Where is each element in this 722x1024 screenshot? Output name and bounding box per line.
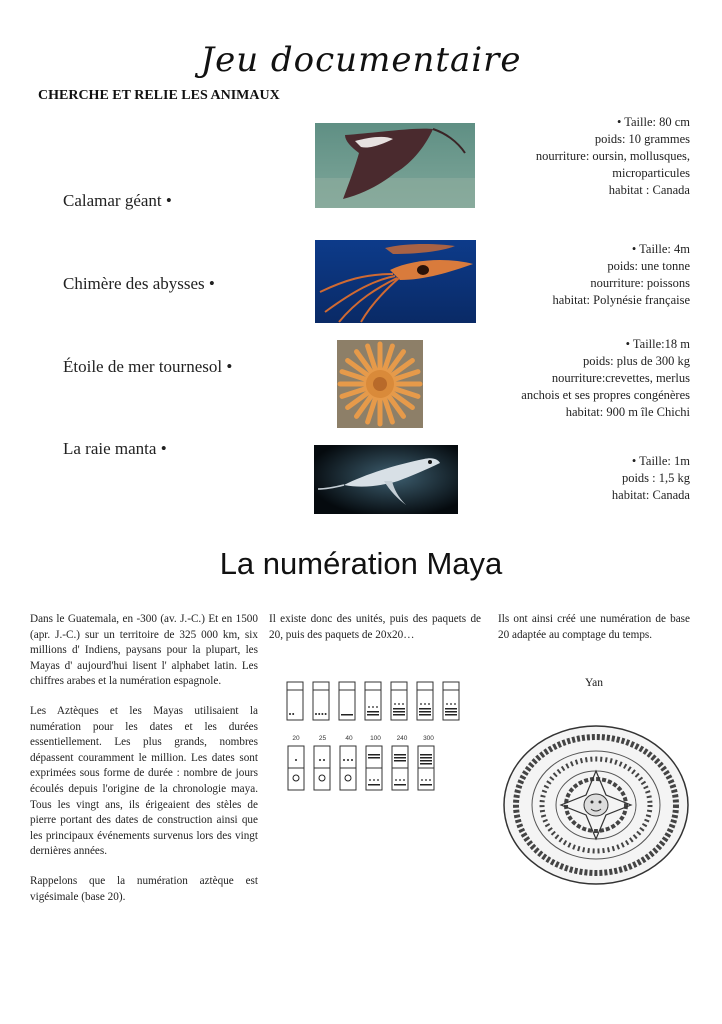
game-instruction: CHERCHE ET RELIE LES ANIMAUX xyxy=(38,88,280,103)
maya-tick-label: 240 xyxy=(396,735,408,742)
column-2 xyxy=(269,612,481,657)
maya-glyph-cell xyxy=(418,746,434,790)
col1-paragraph-2: Les Aztèques et les Mayas utilisaient la numération pour les dates et les durées essentiellement. Les plus grands, nombres dépassent couramment le million. Les dates sont exprimées sous forme de durée : nombre de jours écoulés depuis l'origine de la chronologie maya. Tous les vingt ans, ils érigeaient des stèles de pierre portant des dates de construction ainsi que les principaux événements survenus lors des vingt dernières années. xyxy=(30,704,258,858)
maya-glyph-cell xyxy=(391,682,407,720)
maya-tick-label: 100 xyxy=(370,735,381,742)
info-1-line-4: habitat : Canada xyxy=(608,183,690,197)
animal-name-calamar: Calamar géant • xyxy=(63,191,172,210)
maya-tick-label: 40 xyxy=(345,735,353,742)
column-3 xyxy=(498,612,690,657)
animal-info-3 xyxy=(521,336,690,421)
info-3-line-2: nourriture:crevettes, merlus xyxy=(551,371,690,385)
animal-name-chimere: Chimère des abysses • xyxy=(63,274,215,293)
chimaera-photo xyxy=(314,445,458,514)
maya-glyph-cell xyxy=(339,682,355,720)
maya-glyph-cell xyxy=(392,746,408,790)
maya-tick-label: 25 xyxy=(318,735,327,742)
info-3-line-4: habitat: 900 m île Chichi xyxy=(565,405,690,419)
author-name: Yan xyxy=(585,677,604,689)
info-4-line-0: • Taille: 1m xyxy=(631,454,690,468)
info-3-line-1: poids: plus de 300 kg xyxy=(583,354,690,368)
col1-paragraph-3: Rappelons que la numération aztèque est vigésimale (base 20). xyxy=(30,874,258,903)
animal-name-etoile: Étoile de mer tournesol • xyxy=(63,357,233,376)
manta-ray-photo xyxy=(315,123,475,208)
animal-info-2 xyxy=(553,241,690,309)
maya-glyph-cell xyxy=(313,682,329,720)
maya-glyph-cell xyxy=(365,682,381,720)
section-title: La numération Maya xyxy=(219,546,503,581)
info-1-line-0: • Taille: 80 cm xyxy=(616,115,690,129)
maya-glyph-cell xyxy=(288,746,304,790)
maya-numerals-diagram xyxy=(280,676,465,796)
maya-glyph-cell xyxy=(340,746,356,790)
info-2-line-2: nourriture: poissons xyxy=(590,276,690,290)
page-title: Jeu documentaire xyxy=(200,40,522,80)
maya-glyph-cell xyxy=(443,682,459,720)
col3-paragraph-1: Ils ont ainsi créé une numération de base 20 adaptée au comptage du temps. xyxy=(498,613,690,641)
info-2-line-0: • Taille: 4m xyxy=(631,242,690,256)
info-2-line-1: poids: une tonne xyxy=(607,259,690,273)
info-1-line-2: nourriture: oursin, mollusques, xyxy=(535,149,690,163)
maya-tick-label: 300 xyxy=(423,735,434,742)
aztec-calendar-image xyxy=(503,725,689,885)
info-4-line-2: habitat: Canada xyxy=(611,488,690,502)
maya-glyph-cell xyxy=(417,682,433,720)
info-3-line-3: anchois et ses propres congénères xyxy=(521,388,690,402)
animal-name-raie: La raie manta • xyxy=(63,439,167,458)
maya-glyph-cell xyxy=(314,746,330,790)
info-4-line-1: poids : 1,5 kg xyxy=(621,471,690,485)
info-1-line-3: microparticules xyxy=(612,166,690,180)
info-2-line-3: habitat: Polynésie française xyxy=(552,293,690,307)
col2-paragraph-1: Il existe donc des unités, puis des paquets de 20, puis des paquets de 20x20… xyxy=(269,613,481,641)
maya-glyph-cell xyxy=(366,746,382,790)
animal-info-1 xyxy=(536,114,690,199)
animal-info-4 xyxy=(612,453,690,504)
squid-photo xyxy=(315,240,476,323)
column-1 xyxy=(30,612,258,919)
info-1-line-1: poids: 10 grammes xyxy=(594,132,690,146)
maya-tick-label: 20 xyxy=(292,735,300,742)
maya-glyph-cell xyxy=(287,682,303,720)
col1-paragraph-1: Dans le Guatemala, en -300 (av. J.-C.) Et en 1500 (apr. J.-C.) sur un territoire de 325 000 km, six millions d' Indiens, paysans pour la plupart, les Mayas d' aujourd'hui lisent l' alphabet latin. Les chiffres arabes et la numération espagnole. xyxy=(30,613,258,688)
sea-star-photo xyxy=(337,340,423,428)
info-3-line-0: • Taille:18 m xyxy=(625,337,690,351)
